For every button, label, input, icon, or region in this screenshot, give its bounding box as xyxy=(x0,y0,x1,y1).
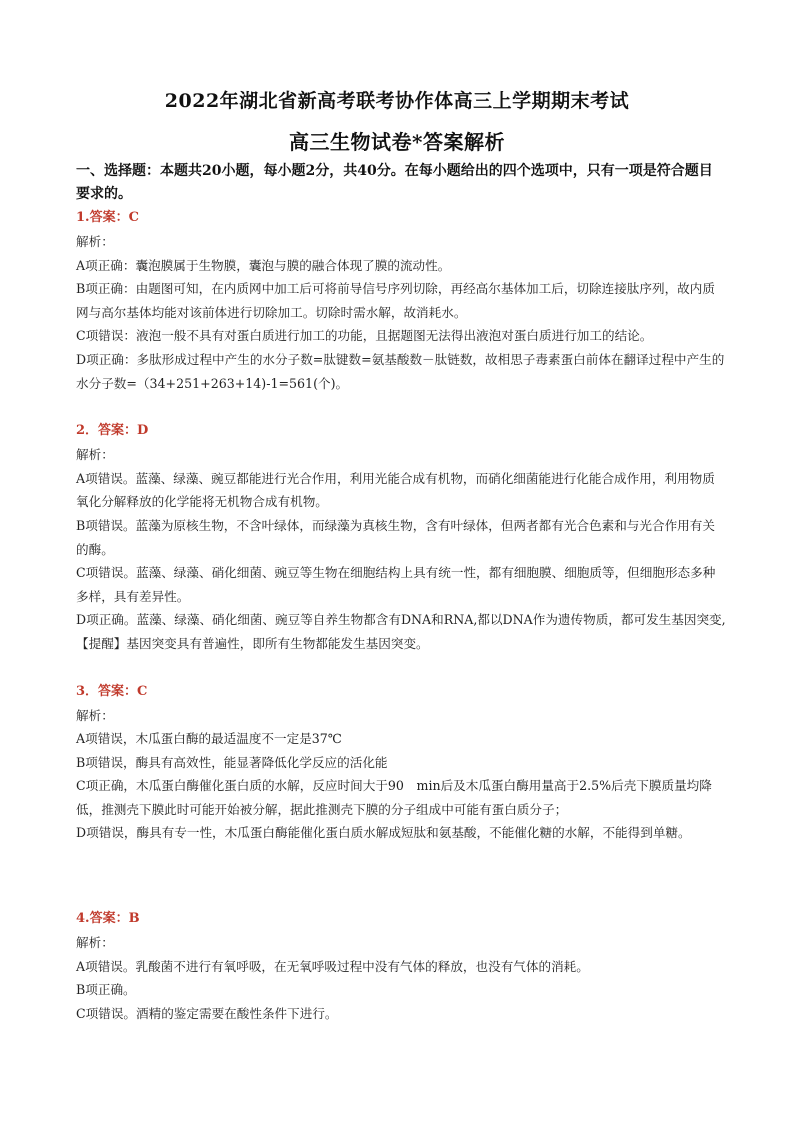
analysis-line: A项正确：囊泡膜属于生物膜，囊泡与膜的融合体现了膜的流动性。 xyxy=(76,257,451,273)
question-block-3 xyxy=(76,680,726,846)
analysis-line: C项错误：液泡一般不具有对蛋白质进行加工的功能，且据题图无法得出液泡对蛋白质进行加工的结论。 xyxy=(76,328,653,344)
analysis-line: D项错误，酶具有专一性，木瓜蛋白酶能催化蛋白质水解成短肽和氨基酸，不能催化糖的水解，不能得到单糖。 xyxy=(76,825,691,841)
answer-label: 2．答案：D xyxy=(76,423,149,439)
answer-label: 3．答案：C xyxy=(76,683,148,699)
analysis-label: 解析： xyxy=(76,935,114,951)
spacer xyxy=(76,869,726,907)
analysis-line: B项正确。 xyxy=(76,982,136,998)
answer-list xyxy=(76,206,726,1049)
question-block-4 xyxy=(76,907,726,1025)
analysis-label: 解析： xyxy=(76,234,114,249)
question-block-2 xyxy=(76,419,726,655)
document-subtitle: 高三生物试卷*答案解析 xyxy=(289,130,505,154)
section-heading: 一、选择题：本题共20小题，每小题2分，共40分。在每小题给出的四个选项中，只有一项是符合题目要求的。 xyxy=(76,163,713,202)
analysis-line: C项正确，木瓜蛋白酶催化蛋白质的水解，反应时间大于90 min后及木瓜蛋白酶用量高于2.5%后壳下膜质量均降低，推测壳下膜此时可能开始被分解，据此推测壳下膜的分子组成中可能有蛋白质分子； xyxy=(76,778,712,817)
question-block-1 xyxy=(76,206,726,395)
analysis-line: D项正确：多肽形成过程中产生的水分子数=肽键数=氨基酸数－肽链数，故相思子毒素蛋白前体在翻译过程中产生的水分子数=（34+251+263+14)-1=561(个)。 xyxy=(76,351,725,391)
analysis-line: C项错误。酒精的鉴定需要在酸性条件下进行。 xyxy=(76,1005,338,1021)
analysis-line: A项错误。蓝藻、绿藻、豌豆都能进行光合作用，利用光能合成有机物，而硝化细菌能进行化能合成作用，利用物质氧化分解释放的化学能将无机物合成有机物。 xyxy=(76,470,715,510)
document-title: 2022年湖北省新高考联考协作体高三上学期期末考试 xyxy=(164,90,630,112)
answer-label: 1.答案：C xyxy=(76,210,139,225)
analysis-line: C项错误。蓝藻、绿藻、硝化细菌、豌豆等生物在细胞结构上具有统一性，都有细胞膜、细胞质等，但细胞形态多种多样，具有差异性。 xyxy=(76,565,716,604)
analysis-line: A项错误。乳酸菌不进行有氧呼吸，在无氧呼吸过程中没有气体的释放，也没有气体的消耗。 xyxy=(76,958,589,974)
analysis-line: B项错误。蓝藻为原核生物，不含叶绿体，而绿藻为真核生物，含有叶绿体，但两者都有光合色素和与光合作用有关的酶。 xyxy=(76,517,715,557)
analysis-line: B项正确：由题图可知，在内质网中加工后可将前导信号序列切除，再经高尔基体加工后，切除连接肽序列，故内质网与高尔基体均能对该前体进行切除加工。切除时需水解，故消耗水。 xyxy=(76,281,715,320)
analysis-label: 解析： xyxy=(76,707,114,723)
analysis-label: 解析： xyxy=(76,447,114,463)
analysis-line: A项错误，木瓜蛋白酶的最适温度不一定是37℃ xyxy=(76,731,342,747)
analysis-line: D项正确。蓝藻、绿藻、硝化细菌、豌豆等自养生物都含有DNA和RNA,都以DNA作为遗传物质，都可发生基因突变,【提醒】基因突变具有普遍性，即所有生物都能发生基因突变。 xyxy=(76,612,726,651)
answer-label: 4.答案：B xyxy=(76,911,140,927)
analysis-line: B项错误，酶具有高效性，能显著降低化学反应的活化能 xyxy=(76,754,388,770)
